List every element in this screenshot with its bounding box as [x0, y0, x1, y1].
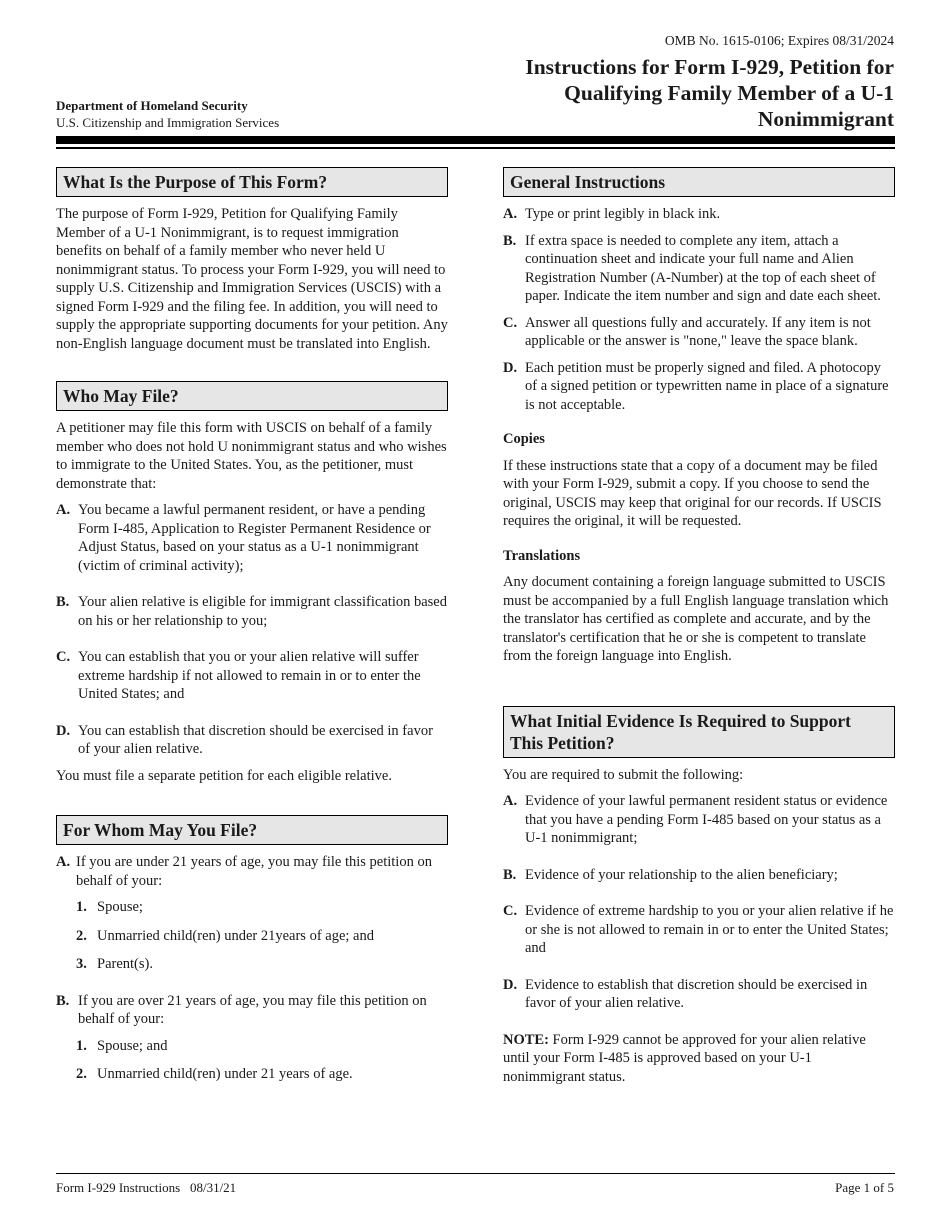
- item-label: C.: [503, 903, 518, 919]
- left-column: [56, 167, 448, 1094]
- item-text: Answer all questions fully and accurately. If any item is not applicable or the answer is "none," leave the space blank.: [525, 314, 871, 349]
- evidence-intro: You are required to submit the following:: [503, 766, 744, 783]
- item-label: D.: [503, 976, 518, 993]
- evidence-item-a: [503, 792, 895, 848]
- evidence-item-b: [503, 866, 895, 885]
- whom-a-sub-2: [76, 927, 448, 946]
- sub-text: Unmarried child(ren) under 21years of age; and: [97, 927, 374, 944]
- right-column: [503, 167, 895, 1094]
- general-item-c: [503, 314, 895, 351]
- whom-a-sub-1: [76, 898, 448, 917]
- item-label: B.: [503, 866, 517, 883]
- item-label: B.: [56, 594, 70, 610]
- omb-number: OMB No. 1615-0106; Expires 08/31/2024: [664, 33, 894, 48]
- agency-block: [56, 97, 279, 131]
- who-closing: You must file a separate petition for each eligible relative.: [56, 767, 392, 784]
- evidence-item-c: [503, 902, 895, 958]
- note-text: Form I-929 cannot be approved for your alien relative until your Form I-485 is approved based on your U-1 nonimmigrant status.: [503, 1031, 866, 1085]
- item-label: A.: [503, 793, 518, 809]
- who-may-file-heading: Who May File?: [56, 381, 448, 411]
- translations-text: Any document containing a foreign language submitted to USCIS must be accompanied by a full English language translation which the translator has certified as complete and accurate, and by the translator's certification that he or she is competent to translate from the foreign language into English.: [503, 574, 889, 664]
- purpose-body: The purpose of Form I-929, Petition for Qualifying Family Member of a U-1 Nonimmigrant, is to request immigration benefits on behalf of a family member who never held U nonimmigrant status. To process your Form I-929, you will need to supply U.S. Citizenship and Immigration Services (USCIS) with a signed Form I-929 and the filing fee. In addition, you will need to supply the appropriate supporting documents for your petition. Any non-English language document must be translated into English.: [56, 206, 448, 352]
- evidence-note: [503, 1031, 895, 1087]
- item-text: If you are over 21 years of age, you may file this petition on behalf of your:: [78, 992, 427, 1027]
- item-label: A.: [56, 854, 71, 870]
- general-instructions-heading: General Instructions: [503, 167, 895, 197]
- item-text: You became a lawful permanent resident, or have a pending Form I-485, Application to Register Permanent Residence or Adjust Status, based on your status as a U-1 nonimmigrant (victim of criminal activity);: [78, 502, 431, 574]
- footer-page-number: Page 1 of 5: [835, 1180, 894, 1195]
- sub-label: 3.: [76, 956, 87, 972]
- whom-item-a: [56, 853, 448, 890]
- item-text: Evidence of your relationship to the alien beneficiary;: [525, 866, 838, 883]
- who-item-c: [56, 648, 448, 704]
- page-title: Instructions for Form I-929, Petition for Qualifying Family Member of a U-1 Nonimmigrant: [525, 55, 894, 131]
- evidence-item-d: [503, 976, 895, 1013]
- item-label: C.: [56, 649, 71, 665]
- sub-text: Spouse;: [97, 899, 143, 915]
- whom-item-b: [56, 992, 448, 1029]
- item-text: Type or print legibly in black ink.: [525, 206, 721, 222]
- sub-label: 2.: [76, 1066, 87, 1082]
- sub-label: 1.: [76, 899, 87, 915]
- header-rule-thick: [56, 136, 895, 144]
- who-intro: A petitioner may file this form with USCIS on behalf of a family member who does not hold U nonimmigrant status and who wishes to immigrate to the United States. You, as the petitioner, must demonstrate that:: [56, 420, 447, 492]
- sub-label: 2.: [76, 927, 87, 944]
- initial-evidence-heading: What Initial Evidence Is Required to Support This Petition?: [503, 706, 895, 758]
- item-label: A.: [56, 502, 71, 518]
- header-rule-thin: [56, 147, 895, 149]
- whom-a-sub-3: [76, 955, 448, 974]
- copies-text: If these instructions state that a copy of a document may be filed with your Form I-929, submit a copy. If you choose to send the original, USCIS may keep that original for our records. If USCIS requires the original, it will be requested.: [503, 457, 882, 529]
- translations-heading: Translations: [503, 547, 581, 564]
- item-text: Each petition must be properly signed and filed. A photocopy of a signed petition or typewritten name in place of a signature is not acceptable.: [525, 359, 889, 413]
- item-label: C.: [503, 314, 518, 331]
- sub-label: 1.: [76, 1037, 87, 1054]
- item-text: Evidence to establish that discretion should be exercised in favor of your alien relative.: [525, 976, 868, 1011]
- purpose-heading: What Is the Purpose of This Form?: [56, 167, 448, 197]
- item-text: You can establish that discretion should be exercised in favor of your alien relative.: [78, 722, 433, 757]
- item-text: You can establish that you or your alien relative will suffer extreme hardship if not allowed to remain in or to enter the United States; and: [78, 649, 421, 702]
- note-label: NOTE:: [503, 1031, 549, 1048]
- general-item-d: [503, 359, 895, 415]
- item-text: Your alien relative is eligible for immigrant classification based on his or her relationship to you;: [78, 594, 447, 629]
- department-name: Department of Homeland Security: [56, 98, 248, 113]
- sub-text: Spouse; and: [97, 1037, 168, 1054]
- for-whom-heading: For Whom May You File?: [56, 815, 448, 845]
- item-label: B.: [503, 232, 517, 249]
- agency-name: U.S. Citizenship and Immigration Services: [56, 115, 280, 130]
- item-label: D.: [56, 722, 71, 739]
- item-text: Evidence of your lawful permanent resident status or evidence that you have a pending Form I-485 based on your status as a U-1 nonimmigrant;: [525, 793, 888, 846]
- item-text: If extra space is needed to complete any item, attach a continuation sheet and indicate your full name and Alien Registration Number (A-Number) at the top of each sheet of paper. Indicate the item number and sign and date each sheet.: [525, 232, 881, 304]
- sub-text: Parent(s).: [97, 956, 153, 972]
- copies-heading: Copies: [503, 431, 545, 447]
- sub-text: Unmarried child(ren) under 21 years of age.: [97, 1066, 353, 1082]
- footer-rule: [56, 1173, 895, 1174]
- general-item-b: [503, 232, 895, 306]
- whom-b-sub-1: [76, 1037, 448, 1056]
- item-label: B.: [56, 992, 70, 1009]
- general-item-a: [503, 205, 895, 224]
- who-item-b: [56, 593, 448, 630]
- item-text: Evidence of extreme hardship to you or your alien relative if he or she is not allowed to remain in or to enter the United States; and: [525, 903, 894, 956]
- who-item-a: [56, 501, 448, 575]
- whom-b-sub-2: [76, 1065, 448, 1084]
- footer-form-edition: Form I-929 Instructions 08/31/21: [56, 1180, 237, 1195]
- item-label: A.: [503, 206, 518, 222]
- who-item-d: [56, 722, 448, 759]
- item-text: If you are under 21 years of age, you may file this petition on behalf of your:: [76, 854, 432, 889]
- item-label: D.: [503, 359, 518, 376]
